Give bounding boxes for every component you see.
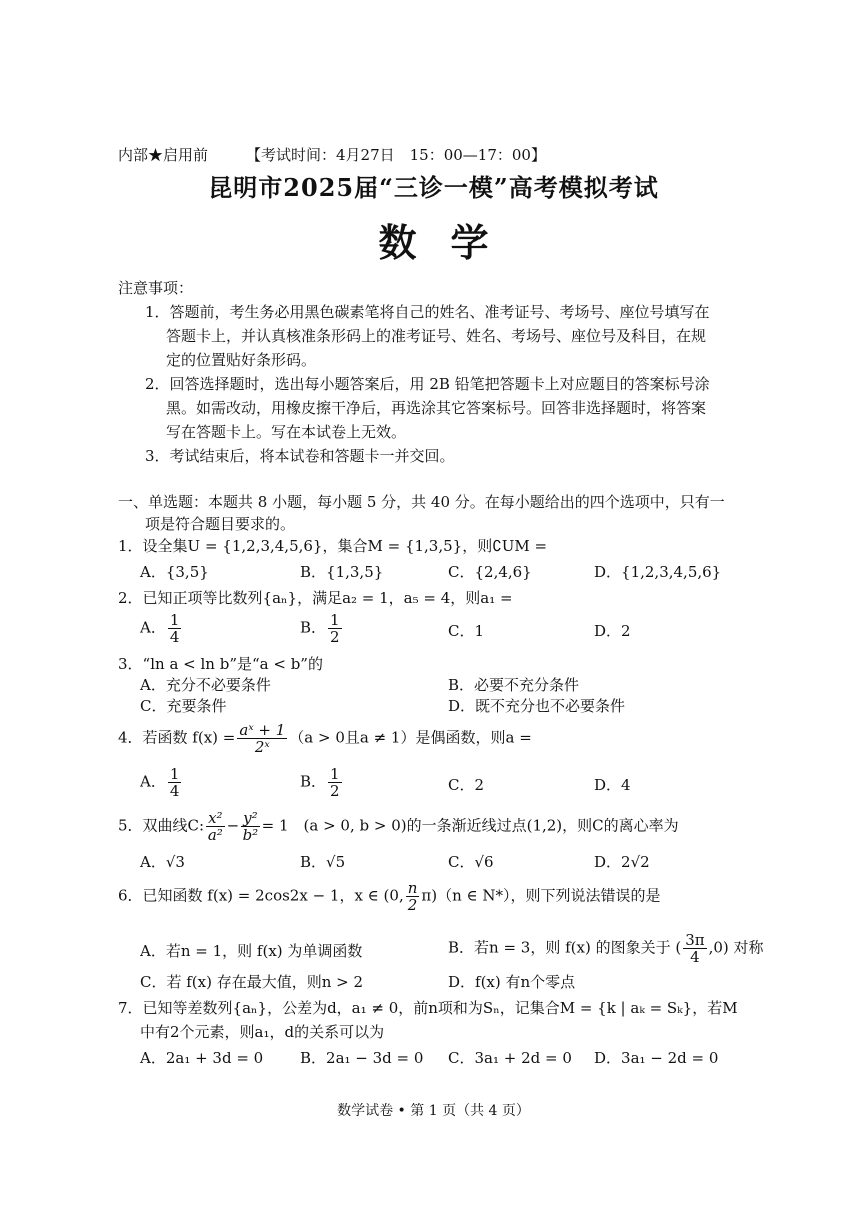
denominator: 2 [330, 628, 340, 646]
fraction [168, 612, 182, 645]
stem-text: π)（n ∈ N*），则下列说法错误的是 [421, 886, 661, 905]
q1-option-c: C．{2,4,6} [448, 563, 532, 581]
option-text: ,0) 对称 [708, 938, 764, 957]
q3-option-a: A．充分不必要条件 [140, 676, 271, 694]
denominator: 2 [330, 782, 340, 800]
numerator: aˣ + 1 [239, 721, 286, 739]
q3-option-b: B．必要不充分条件 [448, 676, 580, 694]
exam-title: 昆明市2025届“三诊一模”高考模拟考试 [208, 173, 659, 202]
fraction [406, 880, 420, 913]
fraction [241, 810, 260, 843]
denominator: 4 [169, 782, 180, 800]
denominator: b² [242, 826, 259, 844]
q2-option-b [300, 612, 344, 645]
notice-line: 黑。如需改动，用橡皮擦干净后，再选涂其它答案标号。回答非选择题时，将答案 [166, 399, 707, 417]
q5-option-d: D．2√2 [594, 853, 650, 871]
denominator: 4 [169, 628, 180, 646]
question-1-stem: 1．设全集U = {1,2,3,4,5,6}，集合M = {1,3,5}，则∁UM = [118, 537, 548, 555]
question-7-stem-cont: 中有2个元素，则a₁，d的关系可以为 [140, 1023, 385, 1041]
question-7-stem: 7．已知等差数列{aₙ}，公差为d，a₁ ≠ 0，前n项和为Sₙ，记集合M = {k | aₖ = Sₖ}，若M [118, 999, 738, 1017]
q7-option-b: B．2a₁ − 3d = 0 [300, 1049, 424, 1067]
q4-option-d: D．4 [594, 776, 631, 794]
numerator: 1 [169, 611, 180, 629]
exam-time: 【考试时间：4月27日 15：00—17：00】 [246, 146, 546, 164]
q4-option-c: C．2 [448, 776, 485, 794]
fraction [328, 612, 342, 645]
q6-option-c: C．若 f(x) 存在最大值，则n > 2 [140, 973, 364, 991]
section-heading: 一、单选题：本题共 8 小题，每小题 5 分，共 40 分。在每小题给出的四个选项中，只有一 [118, 493, 725, 511]
denominator: a² [207, 826, 223, 844]
question-3-stem: 3．“ln a < ln b”是“a < b”的 [118, 655, 323, 673]
option-label: B． [300, 772, 327, 791]
notice-line: 定的位置贴好条形码。 [166, 351, 317, 369]
question-4-stem [118, 722, 532, 755]
q5-option-a: A．√3 [140, 853, 185, 871]
numerator: y² [243, 809, 258, 827]
q1-option-b: B．{1,3,5} [300, 563, 384, 581]
subject-title: 数学 [378, 220, 523, 265]
page-footer: 数学试卷 • 第 1 页（共 4 页） [337, 1103, 530, 1119]
section-heading-cont: 项是符合题目要求的。 [145, 515, 296, 533]
q5-option-b: B．√5 [300, 853, 346, 871]
q3-option-c: C．充要条件 [140, 697, 227, 715]
denominator: 2ˣ [254, 738, 270, 756]
numerator: 1 [330, 611, 340, 629]
q2-option-a [140, 612, 183, 645]
denominator: 2 [407, 896, 418, 914]
notice-line: 1．答题前，考生务必用黑色碳素笔将自己的姓名、准考证号、考场号、座位号填写在 [145, 303, 710, 321]
notice-heading: 注意事项： [118, 279, 194, 297]
option-label: B． [300, 618, 327, 637]
stem-text: 5．双曲线C: [118, 816, 205, 835]
fraction [206, 810, 224, 843]
stem-text: 6．已知函数 f(x) = 2cos2x − 1，x ∈ (0, [118, 886, 404, 905]
q7-option-d: D．3a₁ − 2d = 0 [594, 1049, 719, 1067]
question-2-stem: 2．已知正项等比数列{aₙ}，满足a₂ = 1，a₅ = 4，则a₁ = [118, 589, 513, 607]
q6-option-d: D．f(x) 有n个零点 [448, 973, 576, 991]
question-5-stem [118, 810, 679, 843]
notice-line: 3．考试结束后，将本试卷和答题卡一并交回。 [145, 447, 455, 465]
q3-option-d: D．既不充分也不必要条件 [448, 697, 626, 715]
q2-option-d: D．2 [594, 622, 631, 640]
option-label: A． [140, 772, 166, 791]
stem-text: = 1 (a > 0, b > 0)的一条渐近线过点(1,2)，则C的离心率为 [261, 816, 679, 835]
numerator: x² [208, 809, 223, 827]
fraction [237, 722, 287, 755]
denominator: 4 [690, 948, 700, 966]
q6-option-b [448, 932, 764, 965]
option-text: B．若n = 3，则 f(x) 的图象关于 ( [448, 938, 682, 957]
minus-sign: − [226, 816, 240, 835]
numerator: n [407, 879, 418, 897]
q7-option-c: C．3a₁ + 2d = 0 [448, 1049, 572, 1067]
numerator: 1 [330, 765, 340, 783]
q4-option-b [300, 766, 344, 799]
option-label: A． [140, 618, 166, 637]
confidential-label: 内部★启用前 [118, 146, 209, 164]
q4-option-a [140, 766, 183, 799]
q2-option-c: C．1 [448, 622, 485, 640]
question-6-stem [118, 880, 661, 913]
q5-option-c: C．√6 [448, 853, 494, 871]
q7-option-a: A．2a₁ + 3d = 0 [140, 1049, 264, 1067]
stem-text: （a > 0且a ≠ 1）是偶函数，则a = [289, 728, 532, 747]
notice-line: 答题卡上，并认真核准条形码上的准考证号、姓名、考场号、座位号及科目，在规 [166, 327, 707, 345]
fraction [168, 766, 182, 799]
numerator: 1 [169, 765, 180, 783]
notice-line: 2．回答选择题时，选出每小题答案后，用 2B 铅笔把答题卡上对应题目的答案标号涂 [145, 375, 710, 393]
q6-option-a: A．若n = 1，则 f(x) 为单调函数 [140, 942, 363, 960]
q1-option-a: A．{3,5} [140, 563, 209, 581]
numerator: 3π [685, 931, 705, 949]
notice-line: 写在答题卡上。写在本试卷上无效。 [166, 423, 407, 441]
fraction [328, 766, 342, 799]
fraction [683, 932, 706, 965]
stem-text: 4．若函数 f(x) = [118, 728, 236, 747]
q1-option-d: D．{1,2,3,4,5,6} [594, 563, 722, 581]
